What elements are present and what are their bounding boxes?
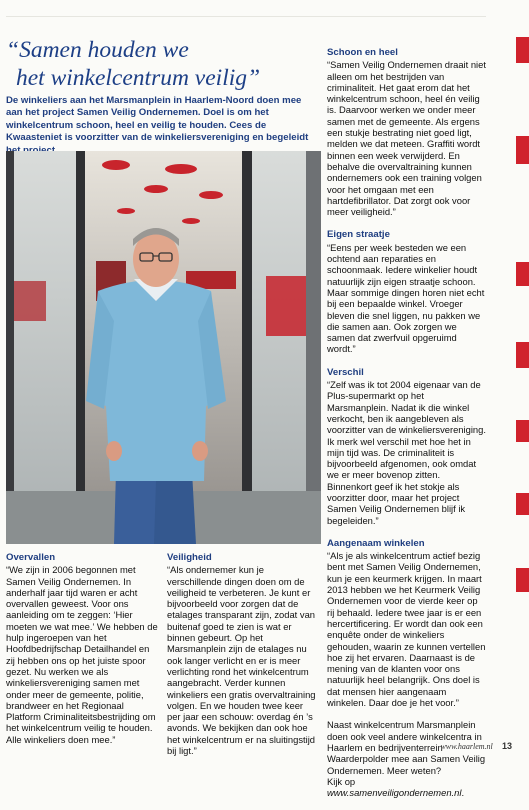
text-veiligheid: “Als ondernemer kun je verschillende dingen doen om de veiligheid te verbeteren. Je kunt er bijvoorbeeld voor zorgen dat de etalages transparant zijn, zodat van buitenaf goed te zien is wat er binnen gebeurt. Op het Marsmanplein zijn de etalages nu ook langer verlicht en er is meer verlichting rond het winkelcentrum aangebracht. Verder kunnen winkeliers een gratis overvaltraining volgen. En we houden twee keer per jaar een schouw: overdag én ’s avonds. We bekijken dan ook hoe het winkelcentrum er na sluitingstijd bij ligt.” — [167, 564, 316, 757]
edge-tab — [516, 420, 529, 442]
column-middle — [167, 552, 319, 766]
column-right — [327, 47, 487, 810]
outro-text: Naast winkelcentrum Marsmanplein doen ook veel andere winkelcentra in Haarlem en bedrijventerrein Waarderpolder mee aan Samen Veilig Ondernemen. Meer weten? — [327, 719, 486, 776]
article-title — [6, 36, 318, 92]
text-aangenaam-winkelen: “Als je als winkelcentrum actief bezig bent met Samen Veilig Ondernemen, kun je een keurmerk krijgen. In maart 2013 hebben we het Keurmerk Veilig Ondernemen voor de vierde keer op rij behaald. Iedere twee jaar is er een hercertificering. Er wordt dan ook een enquête onder de winkeliers gehouden, waarin ze kunnen vertellen hoe zij het ervaren. Daarnaast is de mening van de klanten voor ons natuurlijk heel belangrijk. Ons doel is dat mensen hier aangenaam winkelen. Daar doe je het voor.” — [327, 550, 486, 709]
edge-tab — [516, 342, 529, 368]
heading-veiligheid: Veiligheid — [167, 552, 212, 563]
photo-credit: Foto: Jordan Hoolan — [11, 573, 17, 628]
outro-link-suffix: . — [461, 787, 465, 799]
heading-verschil: Verschil — [327, 366, 364, 378]
heading-eigen-straatje: Eigen straatje — [327, 229, 390, 241]
page-number: 13 — [501, 741, 512, 751]
outro-link-prefix: Kijk op — [327, 775, 356, 787]
text-schoon-en-heel: “Samen Veilig Ondernemen draait niet alleen om het bestrijden van criminaliteit. Het gaat erom dat het winkelcentrum schoon, heel én veilig is. Daarvoor werken we onder meer samen met de gemeente. Als ergens een stukje bestrating niet goed ligt, melden we dat meteen. Graffiti wordt binnen een week verwijderd. En behalve die overvaltraining kunnen ondernemers ook een training volgen voor het omgaan met een hartdefibrillator. Dat zorgt ook voor meer veiligheid.” — [327, 59, 486, 218]
edge-tab — [516, 136, 529, 164]
text-overvallen: “We zijn in 2006 begonnen met Samen Veilig Ondernemen. In anderhalf jaar tijd waren er acht overvallen geweest. Voor ons aanleiding om te zeggen: ‘Hier moeten we wat mee.’ We hebben de hulp ingeroepen van het Hoofdbedrijfschap Detailhandel en zij hebben ons op het juiste spoor gezet. Nu werken we als winkeliersvereniging samen met onder meer de gemeente, politie, brandweer en het Regionaal Platform Criminaliteitsbestrijding om het winkelcentrum veilig te houden. Alle winkeliers doen mee.” — [6, 564, 158, 745]
edge-tab — [516, 493, 529, 515]
top-rule — [6, 16, 486, 17]
edge-tab — [516, 568, 529, 592]
outro-link[interactable]: www.samenveiligondernemen.nl — [327, 787, 462, 799]
title-line-1: “Samen houden we — [6, 37, 189, 63]
heading-overvallen: Overvallen — [6, 552, 56, 563]
title-line-2: het winkelcentrum veilig” — [16, 65, 261, 91]
edge-tab — [516, 262, 529, 286]
text-verschil: “Zelf was ik tot 2004 eigenaar van de Plus-supermarkt op het Marsmanplein. Nadat ik die winkel verkocht, ben ik aangebleven als voorzitter van de winkeliersvereniging. Ik merk wel verschil met hoe het in mijn tijd was. De criminaliteit is bijvoorbeeld afgenomen, ook omdat we er meer bovenop zitten. Binnenkort geef ik het stokje als voorzitter door, maar het project Samen Veilig Ondernemen blijf ik begeleiden.” — [327, 379, 486, 526]
edge-tab — [516, 37, 529, 63]
portrait-illustration — [6, 151, 321, 544]
text-eigen-straatje: “Eens per week besteden we een ochtend aan reparaties en schoonmaak. Iedere winkelier houdt natuurlijk zijn eigen straatje schoon. Maar sommige dingen horen niet echt bij een bepaalde winkel. Vroeger bleven die snel liggen, nu pakken we die samen aan. Ook zorgen we samen dat zwerfvuil opgeruimd wordt.” — [327, 241, 485, 355]
page-footer — [440, 741, 512, 751]
article-lead: De winkeliers aan het Marsmanplein in Haarlem-Noord doen mee aan het project Samen Veilig Ondernemen. Doel is om het winkelcentrum schoon, heel en veilig te houden. Cees de Kwaasteniet is voorzitter van de winkeliersvereniging en begeleidt — [6, 95, 309, 144]
footer-site: www.haarlem.nl — [440, 742, 493, 751]
heading-schoon-en-heel: Schoon en heel — [327, 47, 398, 58]
text-outro — [327, 719, 487, 798]
heading-aangenaam-winkelen: Aangenaam winkelen — [327, 537, 425, 549]
column-left — [6, 552, 158, 755]
